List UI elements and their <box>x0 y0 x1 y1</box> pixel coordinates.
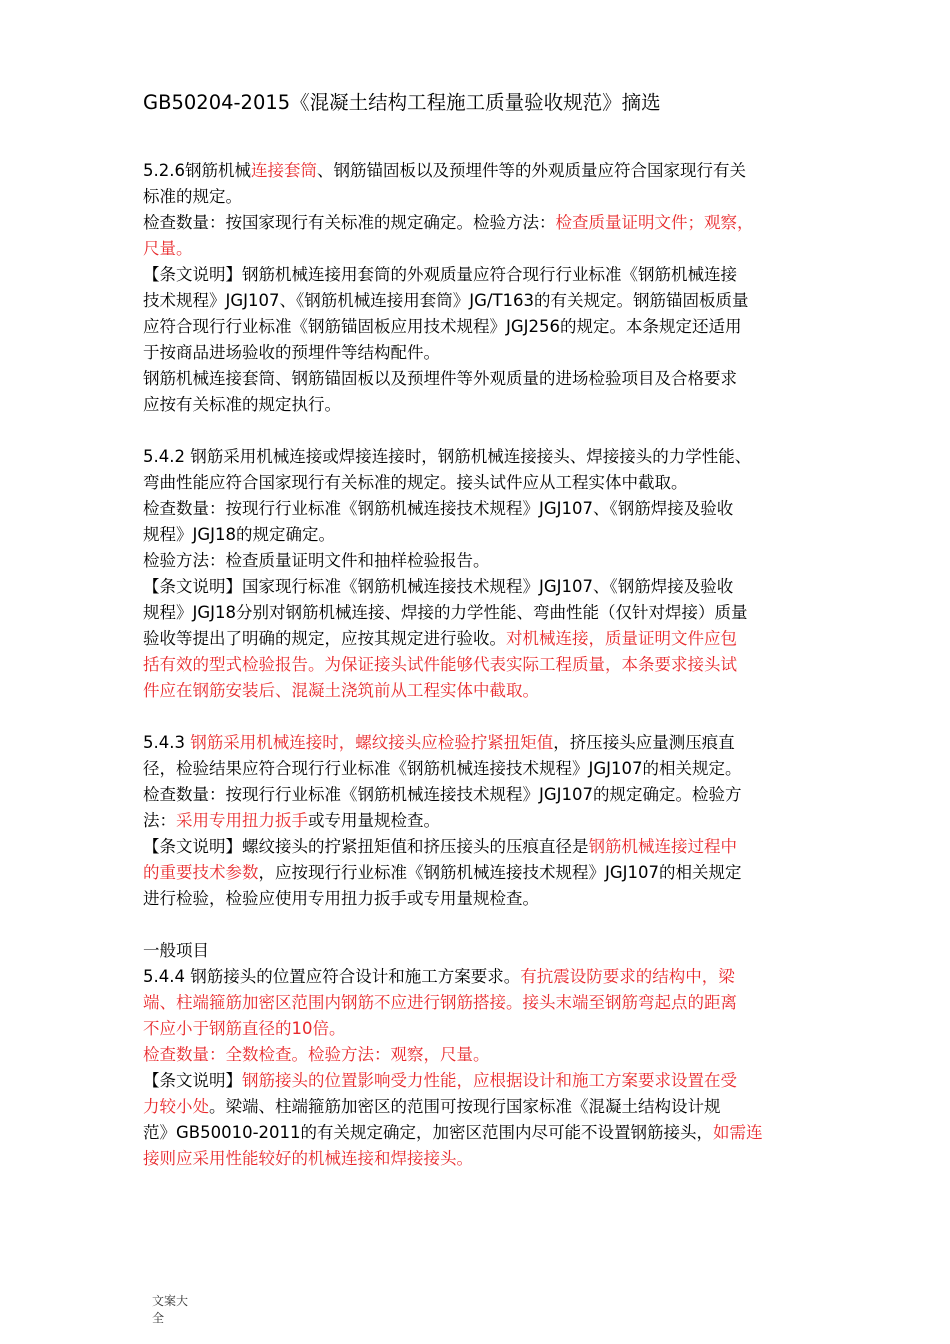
footer-line: 文案大 <box>152 1294 189 1308</box>
body-text: 5.4.3 <box>143 733 191 752</box>
body-text: 【条文说明】 <box>143 1071 242 1090</box>
text-line <box>143 626 863 652</box>
highlighted-text: 不应小于钢筋直径的10倍。 <box>143 1019 346 1038</box>
highlighted-text: 检查质量证明文件；观察， <box>555 213 754 232</box>
text-line <box>143 990 863 1016</box>
text-line <box>143 314 863 340</box>
text-line <box>143 938 863 964</box>
body-text: 进行检验，检验应使用专用扭力扳手或专用量规检查。 <box>143 889 539 908</box>
clause-section <box>143 730 863 912</box>
text-line <box>143 496 863 522</box>
body-text: 【条文说明】螺纹接头的拧紧扭矩值和挤压接头的压痕直径是 <box>143 837 589 856</box>
text-line <box>143 782 863 808</box>
text-line <box>143 522 863 548</box>
text-line <box>143 184 863 210</box>
body-text: 法： <box>143 811 176 830</box>
highlighted-text: 对机械连接，质量证明文件应包 <box>506 629 737 648</box>
text-line <box>143 652 863 678</box>
text-line <box>143 964 863 990</box>
highlighted-text: 采用专用扭力扳手 <box>176 811 308 830</box>
page-footer <box>152 1293 188 1327</box>
text-line <box>143 834 863 860</box>
body-text: 规程》JGJ18的规定确定。 <box>143 525 336 544</box>
text-line <box>143 1068 863 1094</box>
highlighted-text: 的重要技术参数 <box>143 863 259 882</box>
body-text: 。梁端、柱端箍筋加密区的范围可按现行国家标准《混凝土结构设计规 <box>209 1097 721 1116</box>
highlighted-text: 钢筋采用机械连接时，螺纹接头应检验拧紧扭矩值 <box>190 733 554 752</box>
highlighted-text: 钢筋机械连接过程中 <box>588 837 737 856</box>
body-text: 或专用量规检查。 <box>308 811 440 830</box>
section-gap <box>143 704 863 730</box>
text-line <box>143 574 863 600</box>
body-text: 5.4.2 钢筋采用机械连接或焊接连接时，钢筋机械连接接头、焊接接头的力学性能、 <box>143 447 752 466</box>
section-gap <box>143 418 863 444</box>
text-line <box>143 548 863 574</box>
text-line <box>143 886 863 912</box>
text-line <box>143 860 863 886</box>
highlighted-text: 钢筋接头的位置影响受力性能，应根据设计和施工方案要求设置在受 <box>242 1071 737 1090</box>
text-line <box>143 392 863 418</box>
body-text: ，挤压接头应量测压痕直 <box>553 733 735 752</box>
text-line <box>143 210 863 236</box>
text-line <box>143 756 863 782</box>
text-line <box>143 730 863 756</box>
section-gap <box>143 912 863 938</box>
body-text: 检查数量：按现行行业标准《钢筋机械连接技术规程》JGJ107、《钢筋焊接及验收 <box>143 499 734 518</box>
text-line <box>143 366 863 392</box>
body-text: 弯曲性能应符合国家现行有关标准的规定。接头试件应从工程实体中截取。 <box>143 473 688 492</box>
highlighted-text: 连接套筒 <box>250 161 317 180</box>
highlighted-text: 有抗震设防要求的结构中，梁 <box>520 967 735 986</box>
text-line <box>143 1094 863 1120</box>
body-text: 一般项目 <box>143 941 209 960</box>
text-line <box>143 1042 863 1068</box>
text-line <box>143 1120 863 1146</box>
body-text: 径，检验结果应符合现行行业标准《钢筋机械连接技术规程》JGJ107的相关规定。 <box>143 759 742 778</box>
clause-section <box>143 938 863 1172</box>
text-line <box>143 158 863 184</box>
body-text: 于按商品进场验收的预埋件等结构配件。 <box>143 343 440 362</box>
document-body <box>143 158 863 1172</box>
body-text: 钢筋机械连接套筒、钢筋锚固板以及预埋件等外观质量的进场检验项目及合格要求 <box>143 369 737 388</box>
body-text: 范》GB50010-2011的有关规定确定，加密区范围内尽可能不设置钢筋接头， <box>143 1123 714 1142</box>
highlighted-text: 括有效的型式检验报告。为保证接头试件能够代表实际工程质量，本条要求接头试 <box>143 655 737 674</box>
text-line <box>143 288 863 314</box>
highlighted-text: 尺量。 <box>143 239 193 258</box>
body-text: ，应按现行行业标准《钢筋机械连接技术规程》JGJ107的相关规定 <box>258 863 742 882</box>
body-text: 5.4.4 钢筋接头的位置应符合设计和施工方案要求。 <box>143 967 521 986</box>
body-text: 技术规程》JGJ107、《钢筋机械连接用套筒》JG/T163的有关规定。钢筋锚固板质量 <box>143 291 749 310</box>
text-line <box>143 600 863 626</box>
document-title: GB50204-2015《混凝土结构工程施工质量验收规范》摘选 <box>143 91 661 114</box>
text-line <box>143 340 863 366</box>
clause-section <box>143 158 863 418</box>
text-line <box>143 1146 863 1172</box>
text-line <box>143 678 863 704</box>
body-text: 【条文说明】国家现行标准《钢筋机械连接技术规程》JGJ107、《钢筋焊接及验收 <box>143 577 734 596</box>
highlighted-text: 件应在钢筋安装后、混凝土浇筑前从工程实体中截取。 <box>143 681 539 700</box>
highlighted-text: 接则应采用性能较好的机械连接和焊接接头。 <box>143 1149 473 1168</box>
text-line <box>143 444 863 470</box>
body-text: 5.2.6钢筋机械 <box>143 161 251 180</box>
text-line <box>143 808 863 834</box>
highlighted-text: 力较小处 <box>143 1097 209 1116</box>
clause-section <box>143 444 863 704</box>
body-text: 应按有关标准的规定执行。 <box>143 395 341 414</box>
footer-line: 全 <box>152 1311 165 1325</box>
body-text: 应符合现行行业标准《钢筋锚固板应用技术规程》JGJ256的规定。本条规定还适用 <box>143 317 742 336</box>
body-text: 检查数量：按现行行业标准《钢筋机械连接技术规程》JGJ107的规定确定。检验方 <box>143 785 742 804</box>
body-text: 检查数量：按国家现行有关标准的规定确定。检验方法： <box>143 213 556 232</box>
highlighted-text: 检查数量：全数检查。检验方法：观察，尺量。 <box>143 1045 490 1064</box>
body-text: 【条文说明】钢筋机械连接用套筒的外观质量应符合现行行业标准《钢筋机械连接 <box>143 265 737 284</box>
body-text: 验收等提出了明确的规定，应按其规定进行验收。 <box>143 629 506 648</box>
text-line <box>143 470 863 496</box>
text-line <box>143 1016 863 1042</box>
body-text: 检验方法：检查质量证明文件和抽样检验报告。 <box>143 551 490 570</box>
body-text: 、钢筋锚固板以及预埋件等的外观质量应符合国家现行有关 <box>316 161 746 180</box>
text-line <box>143 262 863 288</box>
highlighted-text: 如需连 <box>713 1123 763 1142</box>
body-text: 规程》JGJ18分别对钢筋机械连接、焊接的力学性能、弯曲性能（仅针对焊接）质量 <box>143 603 748 622</box>
highlighted-text: 端、柱端箍筋加密区范围内钢筋不应进行钢筋搭接。接头末端至钢筋弯起点的距离 <box>143 993 737 1012</box>
body-text: 标准的规定。 <box>143 187 242 206</box>
text-line <box>143 236 863 262</box>
